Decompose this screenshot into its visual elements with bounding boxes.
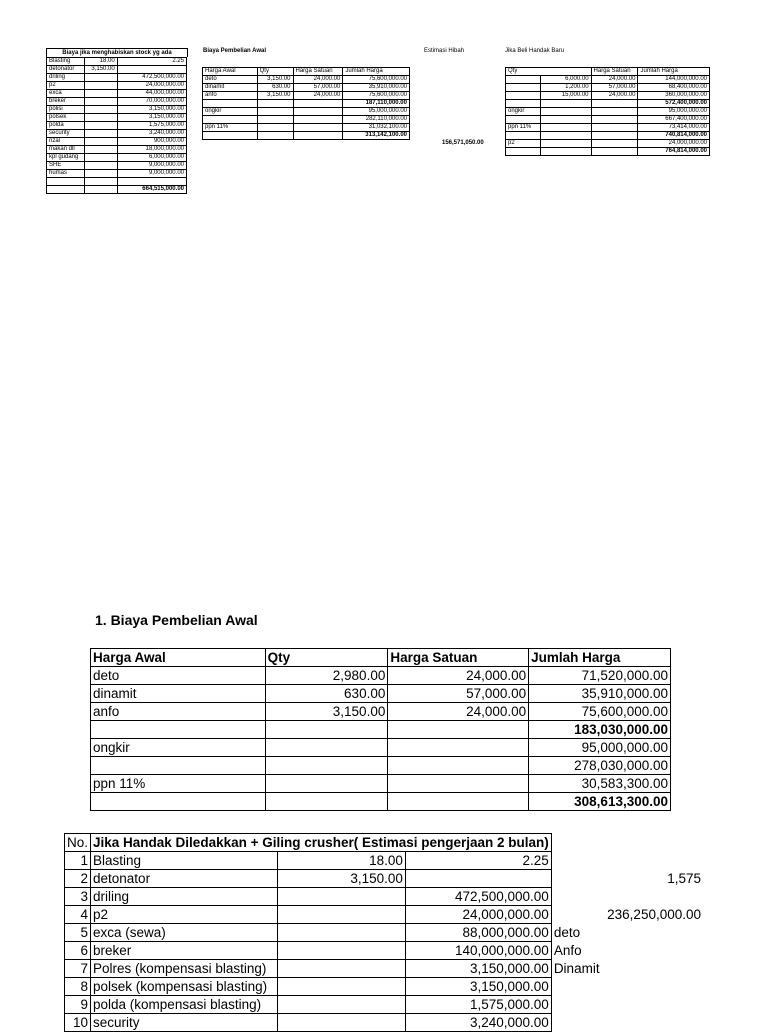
table-cell (388, 721, 529, 739)
table-cell (540, 148, 591, 156)
table-cell (540, 108, 591, 116)
table-header-cell: No. (65, 834, 91, 852)
table-cell (293, 132, 343, 140)
table-cell: ppn 11% (506, 124, 541, 132)
table-cell (506, 76, 541, 84)
hibah-title: Estimasi Hibah (424, 48, 465, 54)
table-cell: 57,000.00 (591, 84, 638, 92)
table-cell: ppn 11% (203, 124, 258, 132)
baru-table (505, 67, 710, 156)
table-cell: polsek (kompensasi blasting) (91, 978, 278, 996)
table-cell (293, 124, 343, 132)
table-row (506, 68, 710, 76)
table-cell: 3,150,000.00 (117, 106, 186, 114)
table-cell (540, 140, 591, 148)
table-cell: makan dll (47, 146, 85, 154)
table-cell (591, 100, 638, 108)
table-cell: anfo (91, 703, 266, 721)
blank-cell (551, 834, 703, 852)
table-cell: 140,000,000.00 (405, 942, 551, 960)
table-cell (84, 74, 117, 82)
table-cell: 95,000,000.00 (638, 108, 710, 116)
table-cell: 3,150,000.00 (405, 960, 551, 978)
table-cell: 7 (65, 960, 91, 978)
table-row (91, 703, 671, 721)
table-cell: 2,980.00 (265, 667, 388, 685)
table-cell (293, 100, 343, 108)
table-row (47, 82, 187, 90)
table-cell (506, 116, 541, 124)
table-cell: 3,150.00 (277, 870, 405, 888)
table-cell (84, 82, 117, 90)
table-row (91, 775, 671, 793)
table-cell: security (47, 130, 85, 138)
table-cell: Polres (kompensasi blasting) (91, 960, 278, 978)
table-cell: 24,000.00 (388, 703, 529, 721)
stock-title: Biaya jika menghabiskan stock yg ada (46, 48, 188, 57)
table-cell: 278,030,000.00 (529, 757, 671, 775)
table-cell: 9 (65, 996, 91, 1014)
table-cell: 6 (65, 942, 91, 960)
table-cell: 75,600,000.00 (343, 92, 410, 100)
table-cell: Anfo (553, 943, 582, 958)
table-row (47, 162, 187, 170)
table-cell (117, 66, 186, 74)
table-cell: 10 (65, 1014, 91, 1032)
table-cell (91, 757, 266, 775)
table-cell: Dinamit (553, 961, 600, 976)
table-cell (277, 888, 405, 906)
table-cell (591, 108, 638, 116)
table-row (506, 132, 710, 140)
table-cell: 68,400,000.00 (638, 84, 710, 92)
table-header-cell: Jika Handak Diledakkan + Giling crusher( Estimasi pengerjaan 2 bulan) (91, 834, 552, 852)
table-cell: 44,000,000.00 (117, 90, 186, 98)
table-cell: 24,000.00 (591, 92, 638, 100)
table-cell (117, 178, 186, 186)
table-cell: 6,000.00 (540, 76, 591, 84)
table-row (506, 124, 710, 132)
table-header-cell: Qty (257, 68, 293, 76)
table-cell: 88,000,000.00 (405, 924, 551, 942)
table-cell (84, 122, 117, 130)
table-cell: 75,600,000.00 (343, 76, 410, 84)
table-cell: 57,000.00 (293, 84, 343, 92)
table-cell (277, 906, 405, 924)
table-cell (591, 148, 638, 156)
table-cell (506, 148, 541, 156)
table-cell (405, 870, 551, 888)
table-cell: 71,520,000.00 (529, 667, 671, 685)
table-cell: rizal (47, 138, 85, 146)
table-cell (277, 978, 405, 996)
section2-table (64, 833, 704, 1032)
table-header-cell: Jumlah Harga (529, 649, 671, 667)
table-cell: 70,000,000.00 (117, 98, 186, 106)
table-cell (84, 90, 117, 98)
table-row (91, 721, 671, 739)
table-cell (591, 132, 638, 140)
table-row (203, 124, 410, 132)
table-cell (84, 146, 117, 154)
table-header-cell: Harga Awal (203, 68, 258, 76)
table-cell: polda (kompensasi blasting) (91, 996, 278, 1014)
table-cell (551, 996, 703, 1014)
table-cell: deto (203, 76, 258, 84)
table-cell (293, 116, 343, 124)
table-cell (591, 116, 638, 124)
table-cell (506, 132, 541, 140)
table-cell (84, 170, 117, 178)
table-cell: breker (91, 942, 278, 960)
table-cell: 667,400,000.00 (638, 116, 710, 124)
table-cell (257, 132, 293, 140)
table-cell (265, 775, 388, 793)
table-cell: 144,000,000.00 (638, 76, 710, 84)
baru-title: Jika Beli Handak Baru (505, 48, 565, 54)
table-cell: 313,142,100.00 (343, 132, 410, 140)
table-cell: deto (91, 667, 266, 685)
table-row (91, 667, 671, 685)
table-cell: p2 (47, 82, 85, 90)
table-row (65, 924, 704, 942)
table-cell: 3,150.00 (265, 703, 388, 721)
table-row (203, 108, 410, 116)
table-row (203, 132, 410, 140)
table-cell: driling (91, 888, 278, 906)
table-header-cell: Harga Satuan (591, 68, 638, 76)
table-cell: 95,000,000.00 (529, 739, 671, 757)
table-cell (551, 888, 703, 906)
table-cell: kpl gudang (47, 154, 85, 162)
table-row (91, 757, 671, 775)
table-header-cell: Harga Satuan (388, 649, 529, 667)
table-row (47, 138, 187, 146)
table-row (65, 942, 704, 960)
table-row (47, 178, 187, 186)
table-cell (84, 138, 117, 146)
table-cell: 472,500,000.00 (117, 74, 186, 82)
table-cell: 24,000.00 (293, 76, 343, 84)
table-cell: 1,575 (667, 871, 701, 886)
table-cell: 31,032,100.00 (343, 124, 410, 132)
hibah-value: 156,571,050.00 (442, 140, 484, 146)
table-cell (388, 793, 529, 811)
table-cell: anfo (203, 92, 258, 100)
table-row (47, 146, 187, 154)
table-header-cell: Harga Satuan (293, 68, 343, 76)
table-cell: deto (553, 925, 581, 940)
table-cell: SHE (47, 162, 85, 170)
table-cell: 308,613,300.00 (529, 793, 671, 811)
table-cell: 3,150,000.00 (405, 978, 551, 996)
table-cell: dinamit (91, 685, 266, 703)
table-cell (91, 793, 266, 811)
table-cell: 1,575,000.00 (405, 996, 551, 1014)
table-cell: exca (sewa) (91, 924, 278, 942)
table-cell: 764,814,000.00 (638, 148, 710, 156)
table-row (506, 76, 710, 84)
table-row (47, 90, 187, 98)
table-row (47, 122, 187, 130)
table-cell: Blasting (91, 852, 278, 870)
table-cell: driling (47, 74, 85, 82)
table-cell: exca (47, 90, 85, 98)
table-row (203, 76, 410, 84)
table-row (47, 170, 187, 178)
table-cell: 18.00 (277, 852, 405, 870)
table-cell: 664,515,000.00 (117, 186, 186, 194)
table-cell (257, 108, 293, 116)
table-header-cell: Qty (265, 649, 388, 667)
table-cell: 8 (65, 978, 91, 996)
table-row (203, 92, 410, 100)
table-cell: 57,000.00 (388, 685, 529, 703)
table-cell: polisi (47, 106, 85, 114)
table-row (47, 114, 187, 122)
table-cell (540, 124, 591, 132)
awal-small-title: Biaya Pembelian Awal (203, 48, 267, 54)
section1-table (90, 648, 671, 811)
table-row (203, 100, 410, 108)
awal-small-table (202, 67, 410, 140)
table-cell (591, 140, 638, 148)
table-cell: ongkir (91, 739, 266, 757)
table-cell: 1,200.00 (540, 84, 591, 92)
table-cell: 35,910,000.00 (343, 84, 410, 92)
table-cell: security (91, 1014, 278, 1032)
table-cell: 2.25 (405, 852, 551, 870)
table-cell (257, 124, 293, 132)
table-cell (277, 924, 405, 942)
table-cell: 15,000.00 (540, 92, 591, 100)
table-row (65, 834, 704, 852)
table-cell: ppn 11% (91, 775, 266, 793)
table-row (203, 84, 410, 92)
table-cell: 24,000,000.00 (638, 140, 710, 148)
table-row (47, 98, 187, 106)
table-cell: 472,500,000.00 (405, 888, 551, 906)
table-cell: 282,110,000.00 (343, 116, 410, 124)
table-cell (551, 978, 703, 996)
table-cell (388, 757, 529, 775)
table-cell: 740,814,000.00 (638, 132, 710, 140)
table-cell: polda (47, 122, 85, 130)
table-cell: 1 (65, 852, 91, 870)
table-cell (265, 721, 388, 739)
table-cell: polsek (47, 114, 85, 122)
table-row (506, 148, 710, 156)
table-cell: 5 (65, 924, 91, 942)
table-row (65, 1014, 704, 1032)
table-cell (277, 960, 405, 978)
table-cell: 3 (65, 888, 91, 906)
table-cell (551, 852, 703, 870)
table-cell (277, 1014, 405, 1032)
table-cell: 9,000,000.00 (117, 170, 186, 178)
table-cell: 73,414,000.00 (638, 124, 710, 132)
table-cell (506, 92, 541, 100)
table-cell (84, 186, 117, 194)
stock-table (46, 57, 187, 194)
table-cell (506, 100, 541, 108)
table-cell (203, 116, 258, 124)
table-cell: 18,000,000.00 (117, 146, 186, 154)
table-cell (540, 132, 591, 140)
table-cell: 24,000,000.00 (405, 906, 551, 924)
table-cell: 183,030,000.00 (529, 721, 671, 739)
table-cell (203, 100, 258, 108)
table-cell: 24,000,000.00 (117, 82, 186, 90)
table-cell (257, 116, 293, 124)
table-cell (277, 996, 405, 1014)
table-header-cell: Qty (506, 68, 592, 76)
table-cell (388, 739, 529, 757)
table-cell (84, 154, 117, 162)
table-row (47, 130, 187, 138)
table-row (506, 84, 710, 92)
table-cell: 3,240,000.00 (117, 130, 186, 138)
table-row (65, 870, 704, 888)
table-cell (265, 793, 388, 811)
table-cell: 75,600,000.00 (529, 703, 671, 721)
table-cell (84, 106, 117, 114)
table-cell (84, 114, 117, 122)
table-cell: detonator (91, 870, 278, 888)
table-cell: 630.00 (265, 685, 388, 703)
table-cell: ongkir (203, 108, 258, 116)
table-cell (203, 132, 258, 140)
table-row (91, 793, 671, 811)
table-cell (277, 942, 405, 960)
table-row (65, 906, 704, 924)
table-cell: 18.00 (84, 58, 117, 66)
table-cell (91, 721, 266, 739)
table-cell: dinamit (203, 84, 258, 92)
table-row (506, 108, 710, 116)
table-row (65, 978, 704, 996)
table-cell: p2 (506, 140, 541, 148)
table-row (47, 154, 187, 162)
table-cell: 3,150,000.00 (117, 114, 186, 122)
table-row (506, 116, 710, 124)
table-cell: 9,000,000.00 (117, 162, 186, 170)
table-cell: 1,575,000.00 (117, 122, 186, 130)
table-cell: 236,250,000.00 (607, 907, 701, 922)
table-cell: detonator (47, 66, 85, 74)
table-row (47, 58, 187, 66)
table-cell (293, 108, 343, 116)
table-cell (84, 162, 117, 170)
table-row (203, 68, 410, 76)
table-row (65, 852, 704, 870)
table-row (47, 106, 187, 114)
table-cell: 95,000,000.00 (343, 108, 410, 116)
table-cell: 630.00 (257, 84, 293, 92)
table-cell (47, 186, 85, 194)
table-cell (47, 178, 85, 186)
table-cell: 3,150.00 (257, 76, 293, 84)
table-row (91, 739, 671, 757)
table-cell: 24,000.00 (293, 92, 343, 100)
table-row (65, 888, 704, 906)
table-cell (265, 739, 388, 757)
table-cell: 187,110,000.00 (343, 100, 410, 108)
table-row (506, 140, 710, 148)
table-cell: 2.25 (117, 58, 186, 66)
table-cell (540, 116, 591, 124)
table-cell: Blasting (47, 58, 85, 66)
table-row (91, 685, 671, 703)
table-row (506, 92, 710, 100)
table-row (506, 100, 710, 108)
table-cell: p2 (91, 906, 278, 924)
table-cell (257, 100, 293, 108)
table-cell (591, 124, 638, 132)
table-cell: 24,000.00 (388, 667, 529, 685)
table-header-cell: Harga Awal (91, 649, 266, 667)
table-cell: 360,000,000.00 (638, 92, 710, 100)
table-row (47, 74, 187, 82)
table-cell (540, 100, 591, 108)
table-cell: 900,000.00 (117, 138, 186, 146)
table-row (47, 186, 187, 194)
table-cell: breker (47, 98, 85, 106)
table-cell (84, 178, 117, 186)
table-cell: 30,583,300.00 (529, 775, 671, 793)
table-header-cell: Jumlah Harga (638, 68, 710, 76)
table-cell: humas (47, 170, 85, 178)
table-cell (84, 130, 117, 138)
table-cell (84, 98, 117, 106)
table-row (65, 960, 704, 978)
table-row (47, 66, 187, 74)
table-cell (265, 757, 388, 775)
table-cell: ongkir (506, 108, 541, 116)
table-cell: 3,150.00 (257, 92, 293, 100)
table-cell: 2 (65, 870, 91, 888)
table-cell: 4 (65, 906, 91, 924)
table-row (65, 996, 704, 1014)
table-header-cell: Jumlah Harga (343, 68, 410, 76)
table-cell: 24,000.00 (591, 76, 638, 84)
table-row (91, 649, 671, 667)
table-cell: 3,240,000.00 (405, 1014, 551, 1032)
table-cell (506, 84, 541, 92)
table-cell: 572,400,000.00 (638, 100, 710, 108)
table-row (203, 116, 410, 124)
table-cell: 35,910,000.00 (529, 685, 671, 703)
table-cell: 6,000,000.00 (117, 154, 186, 162)
table-cell (551, 1014, 703, 1032)
table-cell (388, 775, 529, 793)
section1-heading: 1. Biaya Pembelian Awal (95, 612, 258, 628)
table-cell: 3,150.00 (84, 66, 117, 74)
